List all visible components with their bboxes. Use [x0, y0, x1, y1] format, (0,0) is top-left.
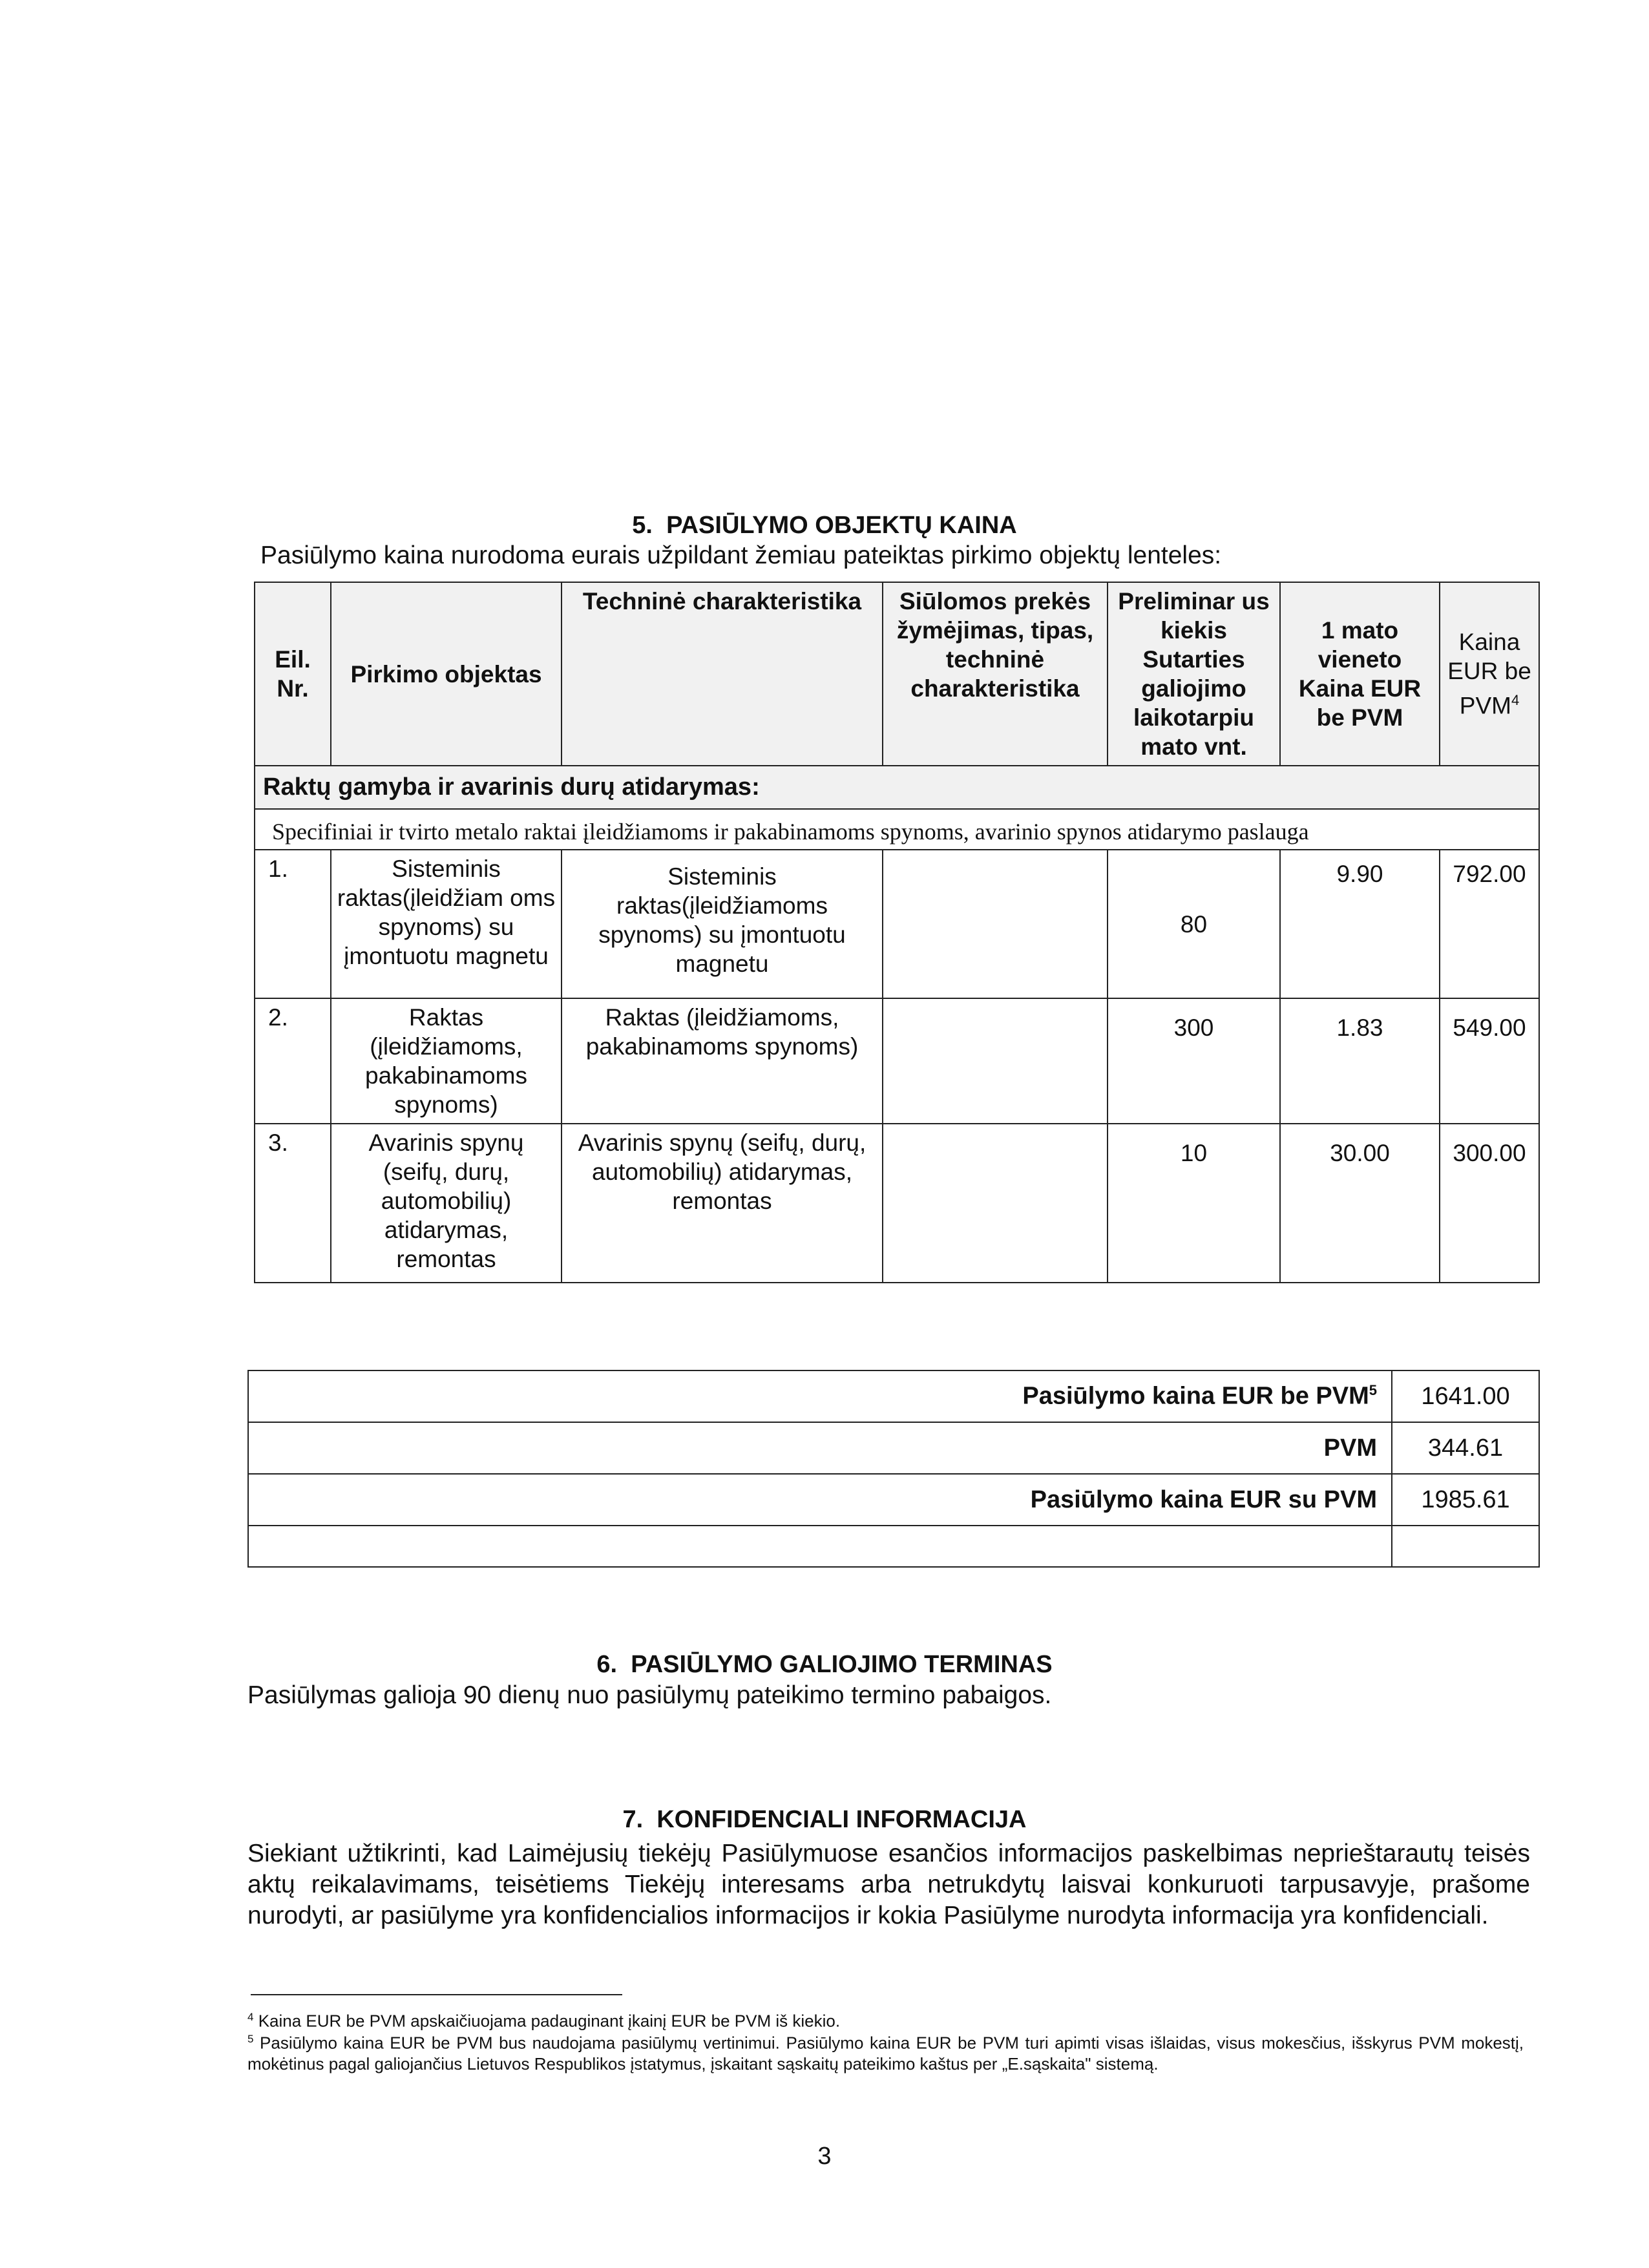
summary-label: Pasiūlymo kaina EUR su PVM	[248, 1474, 1392, 1526]
summary-value: 344.61	[1392, 1422, 1539, 1474]
section-5-number: 5.	[632, 512, 653, 539]
row-charakteristika: Raktas (įleidžiamoms, pakabinamoms spynoms)	[562, 998, 883, 1124]
row-charakteristika: Avarinis spynų (seifų, durų, automobilių) atidarymas, remontas	[562, 1124, 883, 1283]
summary-empty-row	[248, 1526, 1539, 1567]
section-6-text: Pasiūlymas galioja 90 dienų nuo pasiūlymų pateikimo termino pabaigos.	[247, 1681, 1052, 1709]
row-vieneto-kaina: 9.90	[1280, 850, 1440, 998]
footnote-ref-4: 4	[1511, 692, 1520, 709]
row-siulomos	[883, 1124, 1108, 1283]
section-6-number: 6.	[596, 1651, 618, 1678]
row-nr: 1.	[255, 850, 331, 998]
section-5-intro: Pasiūlymo kaina nurodoma eurais užpildant žemiau pateiktas pirkimo objektų lenteles:	[260, 541, 1222, 569]
row-kiekis: 300	[1108, 998, 1280, 1124]
group-title: Raktų gamyba ir avarinis durų atidarymas:	[255, 766, 1539, 809]
footnote-5	[247, 2029, 1524, 2074]
header-technine-charakteristika: Techninė charakteristika	[562, 582, 883, 766]
summary-label: PVM	[248, 1422, 1392, 1474]
footnote-mark: 5	[247, 2033, 254, 2045]
price-table	[254, 582, 1540, 1283]
row-nr: 3.	[255, 1124, 331, 1283]
header-pirkimo-objektas: Pirkimo objektas	[331, 582, 562, 766]
section-7-number: 7.	[622, 1806, 644, 1833]
row-objektas: Raktas (įleidžiamoms, pakabinamoms spynoms)	[331, 998, 562, 1124]
summary-value: 1641.00	[1392, 1370, 1539, 1422]
section-7-text: Siekiant užtikrinti, kad Laimėjusių tiekėjų Pasiūlymuose esančios informacijos paskelbimas neprieštarautų teisės aktų reikalavimams, teisėtiems Tiekėjų interesams arba netrukdytų laisvai konkuruoti tarpusavyje, prašome nurodyti, ar pasiūlyme yra konfidencialios informacijos ir kokia Pasiūlyme nurodyta informacija yra konfidenciali.	[247, 1840, 1530, 1929]
row-kiekis: 80	[1108, 850, 1280, 998]
summary-label	[248, 1370, 1392, 1422]
table-row	[255, 1124, 1539, 1283]
summary-value: 1985.61	[1392, 1474, 1539, 1526]
table-header-row	[255, 582, 1539, 766]
row-siulomos	[883, 850, 1108, 998]
group-row	[255, 766, 1539, 809]
footnote-4	[247, 2007, 1524, 2032]
header-siulomos-prekes: Siūlomos prekės žymėjimas, tipas, techninė charakteristika	[883, 582, 1108, 766]
table-row	[255, 998, 1539, 1124]
footnote-ref-5: 5	[1369, 1382, 1377, 1399]
spec-row	[255, 809, 1539, 850]
header-preliminarus-kiekis: Preliminar us kiekis Sutarties galiojimo laikotarpiu mato vnt.	[1108, 582, 1280, 766]
section-7-title	[0, 1806, 1649, 1834]
summary-empty-cell	[1392, 1526, 1539, 1567]
row-kaina: 792.00	[1440, 850, 1539, 998]
table-row	[255, 850, 1539, 998]
section-5-heading: PASIŪLYMO OBJEKTŲ KAINA	[666, 512, 1017, 539]
header-kaina-be-pvm-text: Kaina EUR be PVM	[1447, 629, 1531, 719]
row-vieneto-kaina: 1.83	[1280, 998, 1440, 1124]
header-eil-nr: Eil. Nr.	[255, 582, 331, 766]
section-6-title	[0, 1651, 1649, 1679]
summary-row	[248, 1422, 1539, 1474]
row-vieneto-kaina: 30.00	[1280, 1124, 1440, 1283]
header-kaina-be-pvm	[1440, 582, 1539, 766]
row-kaina: 549.00	[1440, 998, 1539, 1124]
summary-table	[247, 1370, 1540, 1568]
footnote-separator	[251, 1994, 622, 1995]
row-objektas: Sisteminis raktas(įleidžiam oms spynoms) su įmontuotu magnetu	[331, 850, 562, 998]
summary-label-text: Pasiūlymo kaina EUR be PVM	[1022, 1382, 1369, 1410]
summary-row	[248, 1370, 1539, 1422]
summary-row	[248, 1474, 1539, 1526]
section-7-heading: KONFIDENCIALI INFORMACIJA	[656, 1806, 1027, 1833]
page-number: 3	[817, 2143, 832, 2170]
summary-empty-cell	[248, 1526, 1392, 1567]
row-siulomos	[883, 998, 1108, 1124]
row-kaina: 300.00	[1440, 1124, 1539, 1283]
header-vieneto-kaina: 1 mato vieneto Kaina EUR be PVM	[1280, 582, 1440, 766]
row-nr: 2.	[255, 998, 331, 1124]
footnote-text: Pasiūlymo kaina EUR be PVM bus naudojama pasiūlymų vertinimui. Pasiūlymo kaina EUR be PVM turi apimti visas išlaidas, visus mokesčius, išskyrus PVM mokestį, mokėtinus pagal galiojančius Lietuvos Respublikos įstatymus, įskaitant sąskaitų pateikimo kaštus per „E.sąskaita" sistemą.	[247, 2033, 1524, 2074]
row-objektas: Avarinis spynų (seifų, durų, automobilių) atidarymas, remontas	[331, 1124, 562, 1283]
row-kiekis: 10	[1108, 1124, 1280, 1283]
row-charakteristika: Sisteminis raktas(įleidžiamoms spynoms) su įmontuotu magnetu	[562, 850, 883, 998]
section-5-title	[0, 512, 1649, 540]
section-6-heading: PASIŪLYMO GALIOJIMO TERMINAS	[631, 1651, 1053, 1678]
footnote-text: Kaina EUR be PVM apskaičiuojama padauginant įkainį EUR be PVM iš kiekio.	[258, 2011, 841, 2031]
footnote-mark: 4	[247, 2011, 254, 2023]
spec-line: Specifiniai ir tvirto metalo raktai įleidžiamoms ir pakabinamoms spynoms, avarinio spynos atidarymo paslauga	[255, 809, 1539, 850]
